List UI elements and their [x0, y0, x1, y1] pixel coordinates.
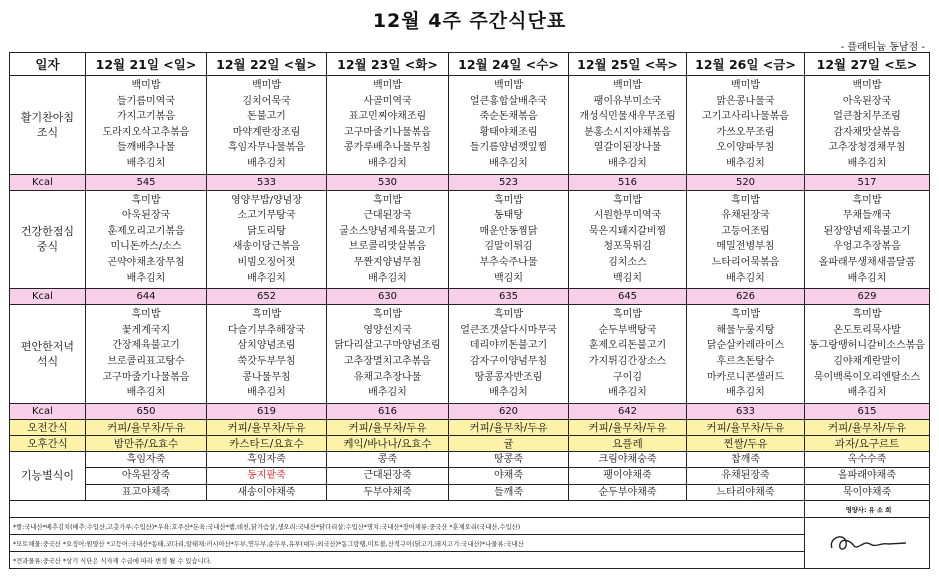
dish-item: 부추숙주나물 — [479, 256, 538, 268]
menu-cell — [327, 76, 449, 175]
dish-item: 흑임자무나물볶음 — [227, 142, 306, 154]
snack-cell: 카스타드/요효수 — [207, 435, 327, 451]
menu-cell — [449, 305, 569, 404]
menu-cell — [805, 190, 930, 289]
kcal-value: 533 — [207, 174, 327, 190]
dish-item: 배추김치 — [726, 157, 765, 169]
menu-cell — [449, 76, 569, 175]
dish-item: 고등어조림 — [721, 225, 770, 237]
meal-label-line: 석식 — [36, 354, 59, 368]
nutritionist-name: 영양사: 유 소 희 — [805, 501, 930, 518]
meal-row — [10, 190, 930, 289]
dish-item: 닭순살카레라이스 — [706, 340, 785, 352]
functional-diet-cell — [207, 451, 327, 501]
dish-item: 흑미밥 — [494, 194, 523, 206]
dish-item: 아욱된장국 — [121, 210, 171, 222]
kcal-label: Kcal — [10, 403, 86, 419]
functional-diet-cell — [327, 451, 449, 501]
dish-item: 삼치양념조림 — [237, 340, 296, 352]
dish-item: 배추김치 — [608, 157, 647, 169]
page-title: 12월 4주 주간식단표 — [372, 10, 567, 32]
signature — [805, 518, 930, 569]
dish-item: 브로콜리표고탕수 — [107, 355, 185, 367]
dish-item: 분홍소시지야채볶음 — [584, 126, 671, 138]
porridge-item: 야채죽 — [449, 468, 568, 485]
snack-cell: 커피/율무차/두유 — [327, 419, 449, 435]
porridge-item: 콩죽 — [327, 452, 448, 469]
snack-cell: 커피/율무차/두유 — [687, 419, 805, 435]
snack-cell: 커피/율무차/두유 — [86, 419, 207, 435]
dish-item: 김야채계란말이 — [833, 355, 901, 367]
dish-item: 배추김치 — [247, 157, 286, 169]
menu-cell — [327, 190, 449, 289]
dish-item: 들기름양념깻잎찜 — [469, 142, 548, 154]
dish-item: 백미밥 — [731, 80, 760, 91]
kcal-value: 517 — [805, 174, 930, 190]
dish-item: 유채된장국 — [721, 210, 770, 222]
snack-label: 오전간식 — [10, 419, 86, 435]
snack-cell: 귤 — [449, 435, 569, 451]
dish-item: 고추장멸치고추볶음 — [344, 355, 431, 367]
kcal-value: 635 — [449, 289, 569, 305]
snack-cell: 커피/율무차/두유 — [805, 419, 930, 435]
dish-item: 감자구이양념무침 — [469, 355, 548, 367]
dish-item: 닭도리탕 — [247, 225, 286, 237]
footnote-text: *모트해물:중국산 *오징어:원양산 *고등어:국내산*동태,코다리,알태채:러시아산*두부,연두부,순두부,유부(대두:외국산)*동그랑땡,미트볼,산적구이(닭고기,돼지고기:국내산)*나물류:국내산 — [10, 535, 805, 552]
dish-item: 흑미밥 — [852, 194, 882, 206]
kcal-value: 530 — [327, 174, 449, 190]
dish-item: 메밀전병부침 — [716, 241, 775, 253]
dish-item: 굴소스양념제육불고기 — [339, 225, 436, 237]
dish-item: 영양무밥/양념장 — [231, 194, 302, 206]
menu-cell — [207, 190, 327, 289]
dish-item: 마약계란장조림 — [232, 126, 301, 138]
snack-cell: 과자/요구르트 — [805, 435, 930, 451]
dish-item: 무채들깨국 — [842, 210, 892, 222]
dish-item: 가지튀김간장소스 — [588, 355, 667, 367]
dish-item: 흑미밥 — [731, 309, 760, 321]
dish-item: 간장제육불고기 — [112, 340, 180, 352]
dish-item: 고추장청경채무침 — [828, 142, 906, 154]
dish-item: 백미밥 — [852, 80, 882, 91]
meal-row — [10, 305, 930, 404]
dish-item: 백김치 — [494, 272, 523, 284]
dish-item: 곤약야채초장무침 — [107, 256, 185, 268]
dish-item: 김말이튀김 — [484, 241, 533, 253]
kcal-value: 650 — [86, 403, 207, 419]
dish-item: 훈제오리돈불고기 — [588, 340, 667, 352]
day-header: 12월 24일 <수> — [449, 53, 569, 76]
kcal-value: 645 — [569, 289, 687, 305]
meal-label-line: 활기찬아침 — [20, 110, 75, 124]
dish-item: 시원한무미역국 — [593, 210, 662, 222]
dish-item: 얼큰홍합살배추국 — [469, 95, 548, 107]
dish-item: 표고민찌야채조림 — [348, 111, 427, 123]
date-column-header: 일자 — [10, 53, 86, 76]
dish-item: 흑미밥 — [373, 194, 402, 206]
kcal-value: 615 — [805, 403, 930, 419]
menu-cell — [569, 76, 687, 175]
functional-diet-cell — [805, 451, 930, 501]
day-header: 12월 22일 <월> — [207, 53, 327, 76]
dish-item: 콩가루배추나물무침 — [344, 142, 431, 154]
dish-item: 배추김치 — [726, 272, 765, 284]
kcal-value: 616 — [327, 403, 449, 419]
menu-cell — [207, 76, 327, 175]
dish-item: 배추김치 — [247, 387, 286, 399]
porridge-item: 찹깨죽 — [687, 452, 804, 469]
day-header: 12월 23일 <화> — [327, 53, 449, 76]
dish-item: 묵이백록이오리엔탈소스 — [813, 371, 921, 383]
menu-cell — [687, 190, 805, 289]
dish-item: 배추김치 — [368, 272, 407, 284]
meal-label-line: 중식 — [36, 240, 59, 254]
kcal-label: Kcal — [10, 174, 86, 190]
dish-item: 백김치 — [613, 272, 642, 284]
dish-item: 비빔오징어젓 — [237, 256, 296, 268]
kcal-value: 629 — [805, 289, 930, 305]
dish-item: 고구마줄기나물볶음 — [344, 126, 431, 138]
menu-cell — [687, 305, 805, 404]
dish-item: 후르츠돈탕수 — [716, 355, 775, 367]
dish-item: 돈불고기 — [247, 111, 286, 123]
snack-cell: 커피/율무차/두유 — [569, 419, 687, 435]
dish-item: 흑미밥 — [131, 309, 161, 321]
dish-item: 우엉고추장볶음 — [833, 241, 901, 253]
kcal-value: 630 — [327, 289, 449, 305]
footer-row — [10, 501, 930, 518]
dish-item: 열갈이된장나물 — [593, 142, 662, 154]
meal-label-line: 편안한저녁 — [20, 339, 75, 353]
dish-item: 고기고사리나물볶음 — [702, 111, 789, 123]
porridge-item: 근대된장죽 — [327, 468, 448, 485]
footnote-text: *견과물류:중국산 *상기 식단은 식자재 수급에 따라 변경 될 수 있습니다. — [10, 552, 805, 569]
functional-diet-cell — [449, 451, 569, 501]
day-header: 12월 26일 <금> — [687, 53, 805, 76]
porridge-item: 들깨죽 — [494, 486, 523, 498]
dish-item: 흑미밥 — [731, 194, 760, 206]
dish-item: 배추김치 — [489, 387, 528, 399]
dish-item: 청포묵튀김 — [603, 241, 652, 253]
dish-item: 순두부백탕국 — [598, 324, 657, 336]
porridge-item: 옥수수죽 — [805, 452, 929, 469]
dish-item: 오이양파무침 — [716, 142, 775, 154]
porridge-item: 순두부야채죽 — [598, 486, 657, 498]
dish-item: 느타리어묵볶음 — [711, 256, 780, 268]
dish-item: 백미밥 — [613, 80, 642, 91]
blank-cell — [10, 501, 805, 518]
dish-item: 새송이당근볶음 — [232, 241, 301, 253]
dish-item: 해물누룽지탕 — [716, 324, 775, 336]
dish-item: 꽃게계국지 — [121, 324, 171, 336]
porridge-item: 동지팥죽 — [207, 468, 326, 485]
dish-item: 감자채맛살볶음 — [833, 126, 901, 138]
dish-item: 배추김치 — [847, 272, 887, 284]
porridge-item: 흑임자죽 — [207, 452, 326, 469]
dish-item: 백미밥 — [373, 80, 402, 91]
kcal-row — [10, 174, 930, 190]
porridge-item: 느타리야채죽 — [716, 486, 775, 498]
kcal-value: 516 — [569, 174, 687, 190]
dish-item: 올파래무생채새콤달콤 — [818, 256, 916, 268]
functional-diet-row — [10, 451, 930, 501]
menu-cell — [327, 305, 449, 404]
snack-cell: 찐쌀/두유 — [687, 435, 805, 451]
dish-item: 배추김치 — [847, 387, 887, 399]
dish-item: 흑미밥 — [131, 194, 161, 206]
dish-item: 흑미밥 — [252, 309, 281, 321]
kcal-value: 545 — [86, 174, 207, 190]
dish-item: 가쓰오무조림 — [716, 126, 775, 138]
porridge-item: 팽이야채죽 — [569, 468, 686, 485]
menu-cell — [687, 76, 805, 175]
dish-item: 배추김치 — [726, 387, 765, 399]
dish-item: 개성식민물새우무조림 — [579, 111, 676, 123]
porridge-item: 흑임자죽 — [86, 452, 206, 469]
dish-item: 배추김치 — [489, 157, 528, 169]
dish-item: 쑥갓두부무침 — [237, 355, 296, 367]
menu-cell — [805, 76, 930, 175]
day-header: 12월 25일 <목> — [569, 53, 687, 76]
dish-item: 된장양념제육불고기 — [823, 225, 911, 237]
snack-cell: 커피/율무차/두유 — [207, 419, 327, 435]
porridge-item: 올파래야채죽 — [805, 468, 929, 485]
menu-cell — [449, 190, 569, 289]
dish-item: 데리야끼돈불고기 — [469, 340, 548, 352]
dish-item: 들깨배추나물 — [117, 142, 175, 154]
dish-item: 팽이유부미소국 — [593, 95, 662, 107]
porridge-item: 땅콩죽 — [449, 452, 568, 469]
kcal-row — [10, 403, 930, 419]
dish-item: 도라지오삭고추볶음 — [102, 126, 190, 138]
kcal-value: 626 — [687, 289, 805, 305]
dish-item: 무짠지양념무침 — [353, 256, 422, 268]
porridge-item: 표고야채죽 — [121, 486, 171, 498]
dish-item: 배추김치 — [247, 272, 286, 284]
dish-item: 배추김치 — [608, 387, 647, 399]
meal-label-line: 조식 — [36, 125, 59, 139]
porridge-item: 묵이야채죽 — [842, 486, 892, 498]
dish-item: 근대된장국 — [363, 210, 412, 222]
kcal-value: 642 — [569, 403, 687, 419]
dish-item: 흑미밥 — [613, 309, 642, 321]
dish-item: 온도토리묵사발 — [833, 324, 901, 336]
meal-label-line: 건강한점심 — [20, 225, 75, 239]
dish-item: 영양선지국 — [363, 324, 412, 336]
snack-cell: 케익/바나나/요효수 — [327, 435, 449, 451]
dish-item: 브로콜리맛살볶음 — [348, 241, 427, 253]
snack-cell: 커피/율무차/두유 — [449, 419, 569, 435]
porridge-item: 두부야채죽 — [363, 486, 412, 498]
header-row — [10, 53, 930, 76]
menu-cell — [569, 190, 687, 289]
dish-item: 얼큰조갯살다시마무국 — [460, 324, 557, 336]
menu-table — [9, 52, 930, 569]
kcal-value: 644 — [86, 289, 207, 305]
snack-label: 오후간식 — [10, 435, 86, 451]
dish-item: 백미밥 — [252, 80, 281, 91]
dish-item: 닭다리살고구마양념조림 — [334, 340, 441, 352]
day-header: 12월 27일 <토> — [805, 53, 930, 76]
snack-cell: 밤만쥬/요효수 — [86, 435, 207, 451]
dish-item: 유채고추장나물 — [353, 371, 422, 383]
footnote-text: *쌀:국내산*배추김치(배추:수입산,고춧가루:수입산)*우육:호주산*돈육:국내산*햄,데친,닭가슴살,생오리:국내산*닭다리살:수입산*명치:국내산*장어채류:중국산 *훈제오리(국내산,수입산) — [10, 518, 805, 535]
meal-label — [10, 190, 86, 289]
dish-item: 묵은지돼지갈비찜 — [588, 225, 667, 237]
menu-cell — [86, 305, 207, 404]
dish-item: 배추김치 — [126, 387, 166, 399]
dish-item: 소고기무탕국 — [237, 210, 296, 222]
porridge-item: 아욱된장죽 — [86, 468, 206, 485]
functional-diet-cell — [687, 451, 805, 501]
menu-cell — [207, 305, 327, 404]
dish-item: 동그랑땡허니갈비소스볶음 — [809, 340, 925, 352]
day-header: 12월 21일 <일> — [86, 53, 207, 76]
kcal-value: 620 — [449, 403, 569, 419]
meal-label — [10, 76, 86, 175]
dish-item: 아욱된장국 — [842, 95, 892, 107]
dish-item: 고구마줄기나물볶음 — [102, 371, 190, 383]
branch-name: - 플래티늄 동남점 - — [840, 42, 925, 53]
functional-diet-cell — [86, 451, 207, 501]
dish-item: 흑미밥 — [852, 309, 882, 321]
dish-item: 다슬기부추해장국 — [227, 324, 306, 336]
dish-item: 배추김치 — [126, 272, 166, 284]
dish-item: 백미밥 — [494, 80, 523, 91]
snack-row — [10, 435, 930, 451]
dish-item: 김치어묵국 — [242, 95, 291, 107]
functional-diet-cell — [569, 451, 687, 501]
menu-cell — [805, 305, 930, 404]
dish-item: 맑은콩나물국 — [716, 95, 775, 107]
dish-item: 매운안동찜닭 — [479, 225, 538, 237]
kcal-value: 633 — [687, 403, 805, 419]
dish-item: 구이김 — [613, 371, 642, 383]
dish-item: 사골미역국 — [363, 95, 412, 107]
functional-diet-label: 기능별식이 — [10, 451, 86, 501]
menu-cell — [86, 76, 207, 175]
porridge-item: 유채된장죽 — [687, 468, 804, 485]
porridge-item: 크림야채숭죽 — [569, 452, 686, 469]
dish-item: 백미밥 — [131, 80, 161, 91]
footnote-row — [10, 535, 930, 552]
dish-item: 훈제오리고기볶음 — [107, 225, 185, 237]
dish-item: 배추김치 — [847, 157, 887, 169]
dish-item: 흑미밥 — [494, 309, 523, 321]
snack-row — [10, 419, 930, 435]
dish-item: 땅콩콩자반조림 — [474, 371, 543, 383]
dish-item: 죽순돈채볶음 — [479, 111, 538, 123]
dish-item: 흑미밥 — [373, 309, 402, 321]
footnote-row — [10, 552, 930, 569]
menu-cell — [569, 305, 687, 404]
porridge-item: 새송이야채죽 — [237, 486, 296, 498]
kcal-value: 619 — [207, 403, 327, 419]
dish-item: 배추김치 — [368, 157, 407, 169]
menu-cell — [86, 190, 207, 289]
dish-item: 가지고기볶음 — [117, 111, 175, 123]
dish-item: 김치소스 — [608, 256, 647, 268]
dish-item: 배추김치 — [126, 157, 166, 169]
dish-item: 동태탕 — [494, 210, 523, 222]
kcal-value: 523 — [449, 174, 569, 190]
dish-item: 콩나물무침 — [242, 371, 291, 383]
footnote-row — [10, 518, 930, 535]
kcal-value: 520 — [687, 174, 805, 190]
dish-item: 황태야채조림 — [479, 126, 538, 138]
kcal-value: 652 — [207, 289, 327, 305]
dish-item: 미니돈까스/소스 — [110, 241, 182, 253]
dish-item: 마카로니콘샐러드 — [706, 371, 785, 383]
dish-item: 들기름미역국 — [117, 95, 175, 107]
dish-item: 흑미밥 — [613, 194, 642, 206]
meal-label — [10, 305, 86, 404]
kcal-label: Kcal — [10, 289, 86, 305]
dish-item: 배추김치 — [368, 387, 407, 399]
kcal-row — [10, 289, 930, 305]
dish-item: 얼큰참치무조림 — [833, 111, 901, 123]
meal-row — [10, 76, 930, 175]
snack-cell: 요플레 — [569, 435, 687, 451]
